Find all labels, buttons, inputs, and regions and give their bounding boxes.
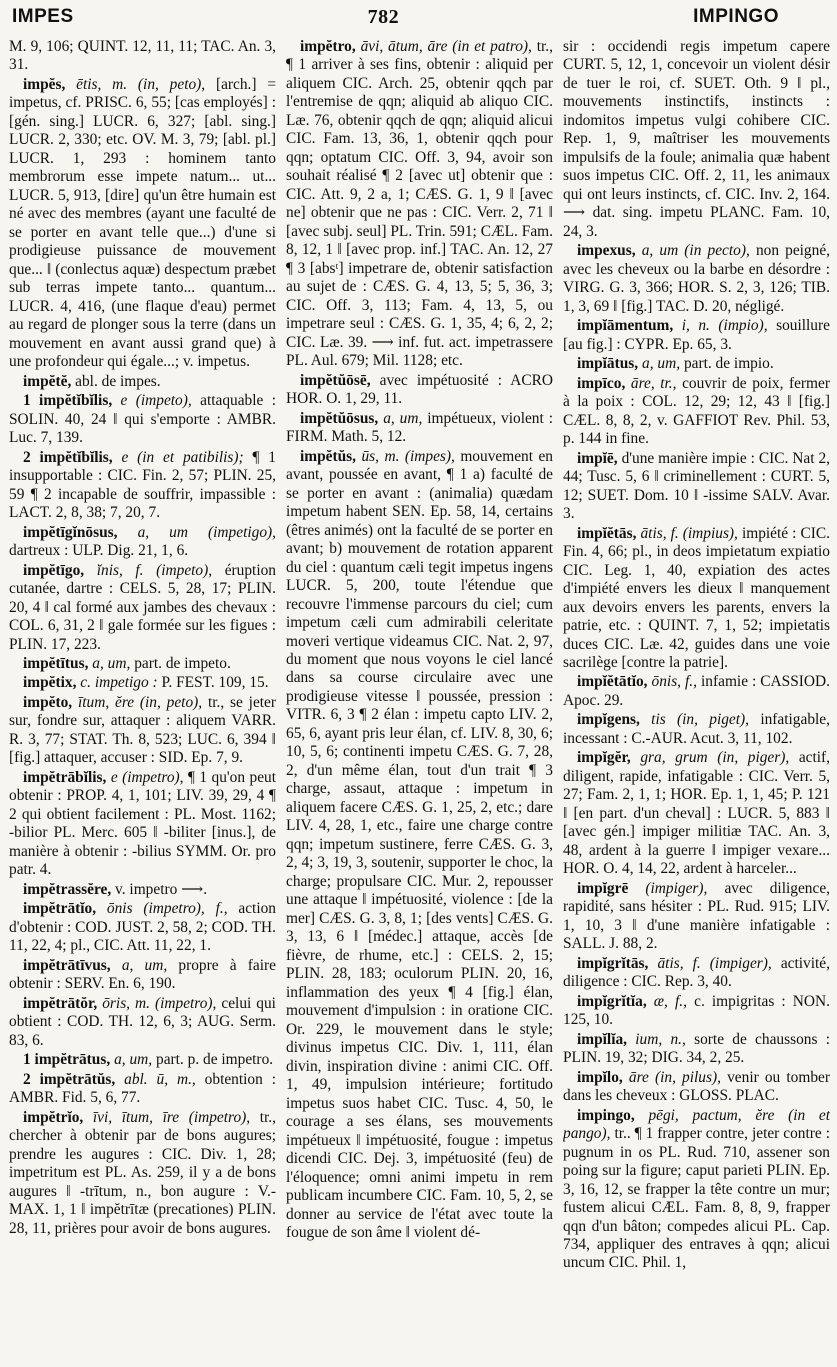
entry-definition: tr., chercher à obtenir par de bons augures; prendre les augures : CIC. Div. 1, 28; impetritum est PL. As. 259, il y a de bons augures ‖ -trītum, n., bon augure : V.-MAX. 1, 1 ‖ impĕtrītæ (precationes) PLIN. 28, 11, prières pour avoir de bons augures. (9, 1108, 276, 1237)
dictionary-entry (286, 410, 553, 447)
entry-grammar: a, um, (121, 956, 168, 974)
dictionary-entry (9, 957, 276, 994)
entry-grammar: āvi, ātum, āre (in et patro), (360, 38, 532, 55)
entry-grammar: (impiger), (645, 879, 708, 897)
entry-headword: impingo, (577, 1106, 635, 1124)
entry-headword: impĭgens, (577, 711, 640, 729)
dictionary-entry (563, 711, 830, 748)
entry-headword: impĕtīgo, (23, 561, 85, 579)
entry-definition: part. de impeto. (134, 654, 231, 672)
entry-definition: impiété : CIC. Fin. 4, 66; pl., in deos impietatum expiatio CIC. Leg. 1, 40, expiation des actes d'impiété envers les dieux ‖ manquement aux devoirs envers les parents, envers la patrie, etc. : QUINT. 7, 1, 52; impietatis duces CIC. Læ. 42, guides dans une voie sacrilège [contre la patrie]. (563, 524, 830, 671)
dictionary-entry (563, 38, 830, 241)
entry-grammar: āre (in, pilus), (628, 1068, 721, 1086)
dictionary-entry (9, 38, 276, 75)
entry-headword: impĕtrassĕre, (23, 880, 112, 898)
entry-grammar: e (impetro), (110, 768, 184, 786)
column-right (563, 38, 830, 1360)
entry-headword: impĭē, (577, 449, 618, 467)
entry-definition: d'une manière impie : CIC. Nat 2, 44; Tusc. 5, 6 ‖ criminellement : CURT. 5, 12; SUET. Dom. 10 ‖ -issime SALV. Avar. 3. (563, 449, 830, 523)
entry-headword: impĕtrĭo, (23, 1108, 84, 1126)
dictionary-entry (9, 562, 276, 654)
dictionary-entry (9, 995, 276, 1050)
entry-definition: [arch.] = impetus, cf. PRISC. 6, 55; [cas employés] : [gén. sing.] LUCR. 6, 327; [abl. sing.] LUCR. 2, 330; etc. OV. M. 3, 79; [abl. pl.] LUCR. 1, 293 : hominem tanto membrorum esse impete natum... ut... LUCR. 5, 913, [dire] qu'un être humain est né avec des membres (ayant une faculté de se porter en avant telle que...) d'une si prodigieuse puissance de mouvement que... ‖ (conlectus aquæ) despectum præbet sub terras impete tanto... quantum... LUCR. 4, 416, (une flaque d'eau) permet au regard de plonger sous la terre (dans un mouvement en avant aussi grand que) à une profondeur qui égale...; v. impetus. (9, 75, 276, 371)
entry-definition: ¶ 1 insupportable : CIC. Fin. 2, 57; PLIN. 25, 59 ¶ 2 incapable de souffrir, impassible : LACT. 2, 8, 38; 7, 20, 7. (9, 448, 276, 522)
entry-definition: propre à faire obtenir : SERV. En. 6, 190. (9, 956, 276, 993)
entry-grammar: ĭnis, f. (impeto), (96, 561, 213, 579)
entry-grammar: ium, n., (635, 1030, 686, 1048)
entry-grammar: ōris, m. (impetro), (102, 994, 217, 1012)
entry-definition: mouvement en avant, poussée en avant, ¶ 1 a) faculté de se porter en avant : (animalia) quædam impetum habent SEN. Ep. 58, 14, certains (êtres animés) ont la faculté de se porter en avant; b) mouvement de rotation apparent du ciel : quantum cæli tegit impetus ingens LUCR. 5, 200, toute l'étendue que recouvre l'immense parcours du ciel; cum impetum cæli cum admirabili celeritate moveri vertique videamus CIC. Nat. 2, 97, du moment que nous voyons le ciel lancé dans sa course circulaire avec une prodigieuse vitesse ‖ poussée, pression : VITR. 6, 3 ¶ 2 élan : impetu capto LIV. 2, 65, 6, ayant pris leur élan, cf. LIV. 8, 30, 6; 10, 5, 6; continenti impetu CÆS. G. 7, 28, 2, d'un même élan, tout d'un trait ¶ 3 charge, assaut, attaque : impetum in aliquem facere CÆS. G. 1, 25, 2, etc.; dare LIV. 4, 28, 1, etc., faire une charge contre qqn; impetum sustinere, ferre CÆS. G. 3, 2, 4; 3, 19, 3, soutenir, supporter le choc, la charge; propulsare CIC. Mur. 2, repousser une attaque ‖ impétuosité, violence : [de la mer] CÆS. G. 3, 8, 1; [des vents] CÆS. G. 3, 13, 6 ‖ [médec.] attaque, accès [de fièvre, de rhume, etc.] : CELS. 2, 15; PLIN. 28, 183; oculorum PLIN. 20, 16, inflammation des yeux ¶ 4 [fig.] élan, mouvement d'impulsion : in oratione CIC. Or. 229, le mouvement dans le style; divinus impetus CIC. Div. 1, 111, élan divin, inspiration divine : animi CIC. Off. 1, 49, impulsion intérieure; fortitudo impetus suos habet CIC. Tusc. 4, 50, le courage a ses élans, ses mouvements impétueux ‖ impétuosité, fougue : impetus dicendi CIC. Dej. 3, impétuosité (feu) de l'éloquence; omni animi impetu in rem publicam incumbere CIC. Fam. 10, 5, 2, se donner au service de l'état avec toute la fougue de son âme ‖ violent dé- (286, 447, 553, 1241)
entry-grammar: ītum, ĕre (in, peto), (77, 693, 203, 711)
dictionary-entry (563, 242, 830, 316)
dictionary-entry (9, 881, 276, 899)
dictionary-entry (9, 76, 276, 372)
entry-headword: 1 impĕtĭbĭlis, (23, 392, 113, 410)
dictionary-entry (9, 1071, 276, 1108)
entry-headword: impĕto, (23, 693, 73, 711)
entry-definition: c. impigritas : NON. 125, 10. (563, 992, 830, 1029)
entry-headword: 2 impĕtĭbĭlis, (23, 448, 113, 466)
entry-grammar: īvi, ītum, īre (impetro), (92, 1108, 251, 1126)
entry-definition: part. de impio. (683, 355, 774, 373)
dictionary-entry (563, 355, 830, 373)
entry-headword: impĕtĕ, (23, 372, 72, 390)
entry-grammar: āre, tr., (630, 374, 677, 392)
dictionary-entry (563, 317, 830, 354)
entry-headword: impĕtrātīvus, (23, 956, 111, 974)
entry-definition: sorte de chaussons : PLIN. 19, 32; DIG. 34, 2, 25. (563, 1030, 830, 1067)
entry-definition: tr., se jeter sur, fondre sur, attaquer : aliquem VARR. R. 3, 77; STAT. Th. 8, 523; LUC. 6, 394 ‖ [fig.] attaquer, accuser : SID. Ep. 7, 9. (9, 693, 276, 767)
entry-definition: tr.. ¶ 1 frapper contre, jeter contre : pugnum in os PL. Rud. 710, assener son poing sur la figure; caput parieti PLIN. Ep. 3, 16, 12, se frapper la tête contre un mur; fustem alicui CÆL. Fam. 8, 8, 9, frapper qqn d'un bâton; compedes alicui PL. Cap. 734, appliquer des entraves à qqn; alicui uncum CIC. Phil. 1, (563, 1125, 830, 1272)
entry-grammar: a, um (impetigo), (137, 523, 276, 541)
dictionary-entry (9, 769, 276, 880)
entry-grammar: a, um, (642, 355, 681, 373)
dictionary-entry (563, 673, 830, 710)
entry-grammar: a, um, (383, 409, 423, 427)
header-right-guideword: IMPINGO (693, 6, 779, 27)
dictionary-entry (563, 880, 830, 954)
entry-grammar: tis (in, piget), (651, 711, 750, 729)
entry-definition: M. 9, 106; QUINT. 12, 11, 11; TAC. An. 3, 31. (9, 38, 276, 74)
entry-definition: sir : occidendi regis impetum capere CURT. 5, 12, 1, concevoir un violent désir de tuer le roi, cf. SUET. Oth. 9 ‖ pl., mouvements instinctifs, instincts : indomitos impetus vulgi cohibere CIC. Rep. 1, 9, maîtriser les mouvements impulsifs de la foule; animalia quæ habent suos impetus CIC. Off. 2, 11, les animaux qui ont leurs instincts, cf. CIC. Inv. 2, 164. ⟶ dat. sing. impetu PLANC. Fam. 10, 24, 3. (563, 38, 830, 240)
entry-definition: v. impetro ⟶. (115, 880, 208, 898)
dictionary-entry (9, 694, 276, 768)
entry-grammar: e (impeto), (120, 392, 192, 410)
dictionary-entry (9, 524, 276, 561)
entry-headword: impĭlĭa, (577, 1030, 628, 1048)
dictionary-entry (563, 993, 830, 1030)
entry-headword: impĭāmentum, (577, 317, 674, 335)
dictionary-entry (9, 392, 276, 447)
entry-headword: impĕtīgĭnōsus, (23, 523, 118, 541)
entry-headword: impĭĕtās, (577, 524, 637, 542)
entry-definition: P. FEST. 109, 15. (161, 674, 269, 692)
entry-headword: impĕtro, (300, 38, 356, 55)
entry-grammar: a, um, (92, 654, 131, 672)
entry-headword: impĭlo, (577, 1068, 623, 1086)
entry-grammar: ātis, f. (impius), (640, 524, 738, 542)
entry-definition: ¶ 1 qu'on peut obtenir : PROP. 4, 1, 101; LIV. 39, 29, 4 ¶ 2 qui obtient facilement : PL. Most. 1162; -bilior PL. Merc. 605 ‖ -biliter [inus.], de manière à obtenir : -bilius SYMM. Or. pro patr. 4. (9, 768, 276, 879)
entry-definition: obtention : AMBR. Fid. 5, 6, 77. (9, 1070, 276, 1107)
dictionary-entry (286, 372, 553, 409)
dictionary-entry (9, 674, 276, 692)
entry-headword: impĕtrātŏr, (23, 994, 98, 1012)
entry-headword: 2 impĕtrātŭs, (23, 1070, 116, 1088)
entry-grammar: ātis, f. (impiger), (657, 954, 772, 972)
entry-definition: action d'obtenir : COD. JUST. 2, 58, 2; COD. TH. 11, 22, 4; pl., CIC. Att. 11, 22, 1. (9, 900, 276, 955)
entry-definition: éruption cutanée, dartre : CELS. 5, 28, 17; PLIN. 20, 4 ‖ cal formé aux jambes des chevaux : COL. 6, 31, 2 ‖ gale formée sur les figues : PLIN. 17, 223. (9, 561, 276, 653)
dictionary-entry (563, 1031, 830, 1068)
entry-headword: impĕtŭōsus, (300, 409, 379, 427)
entry-definition: abl. de impes. (75, 372, 161, 390)
entry-definition: souillure [au fig.] : CYPR. Ep. 65, 3. (563, 317, 830, 353)
column-middle (286, 38, 553, 1360)
entry-definition: non peigné, avec les cheveux ou la barbe en désordre : VIRG. G. 3, 366; HOR. S. 2, 3, 126; TIB. 1, 3, 69 ‖ [fig.] TAC. D. 20, négligé. (563, 242, 830, 315)
dictionary-entry (563, 375, 830, 449)
dictionary-entry (286, 448, 553, 1243)
dictionary-entry (563, 1069, 830, 1106)
dictionary-entry (9, 1051, 276, 1069)
entry-headword: impĕs, (23, 75, 66, 93)
entry-grammar: gra, grum (in, piger), (640, 749, 790, 767)
entry-definition: attaquable : SOLIN. 40, 24 ‖ qui s'emporte : AMBR. Luc. 7, 139. (9, 392, 276, 447)
entry-headword: impĕtix, (23, 674, 77, 692)
entry-headword: impĕtrābĭlis, (23, 768, 107, 786)
entry-grammar: a, um (in pecto), (641, 242, 750, 260)
dictionary-entry (9, 655, 276, 673)
entry-definition: dartreux : ULP. Dig. 21, 1, 6. (9, 542, 189, 560)
dictionary-entry (9, 373, 276, 391)
entry-headword: impexus, (577, 242, 636, 260)
entry-grammar: ētis, m. (in, peto), (76, 75, 206, 93)
entry-headword: 1 impĕtrātus, (23, 1051, 111, 1069)
text-columns (9, 38, 831, 1360)
entry-definition: celui qui obtient : COD. TH. 12, 6, 3; AUG. Serm. 83, 6. (9, 994, 276, 1049)
dictionary-entry (563, 955, 830, 992)
entry-grammar: æ, f., (653, 992, 687, 1010)
entry-grammar: ōnis (impetro), f., (106, 900, 228, 918)
entry-grammar: abl. ū, m., (124, 1070, 196, 1088)
entry-definition: avec diligence, rapidité, sans hésiter : PL. Rud. 915; LIV. 1, 10, 3 ‖ d'une manière infatigable : SALL. J. 88, 2. (563, 879, 830, 953)
entry-definition: couvrir de poix, fermer à la poix : COL. 12, 29; 12, 43 ‖ [fig.] CÆL. 8, 8, 2, v. GAFFIOT Rev. Phil. 53, p. 144 in fine. (563, 374, 830, 448)
entry-headword: impĕtŭs, (300, 447, 357, 465)
dictionary-entry (563, 525, 830, 673)
dictionary-entry (563, 1107, 830, 1273)
dictionary-entry (9, 1109, 276, 1238)
entry-headword: impĭgrĭtās, (577, 954, 649, 972)
dictionary-entry (563, 450, 830, 524)
entry-definition: tr., ¶ 1 arriver à ses fins, obtenir : aliquid per aliquem CIC. Arch. 25, obtenir qqch par l'entremise de qqn; aliquid ab aliquo CIC. Læ. 76, obtenir qqch de qqn; aliquid alicui CIC. Fam. 13, 36, 1, obtenir qqch pour qqn; optatum CIC. Off. 3, 94, avoir son souhait réalisé ¶ 2 [avec ut] obtenir que : CIC. Att. 9, 2 a, 1; CÆS. G. 1, 9 ‖ [avec ne] obtenir que ne pas : CIC. Verr. 2, 71 ‖ [avec subj. seul] PL. Trin. 591; CÆL. Fam. 8, 12, 1 ‖ [avec prop. inf.] TAC. An. 12, 27 ¶ 3 [absᵗ] impetrare de, obtenir satisfaction au sujet de : CÆS. G. 4, 13, 5; 5, 36, 3; CIC. Off. 3, 113; Fam. 4, 13, 5, ou impetrare seul : CÆS. G. 1, 35, 4; 6, 2, 2; CIC. Læ. 39. ⟶ inf. fut. act. impetrassere PL. Aul. 679; Mil. 1128; etc. (286, 38, 553, 370)
entry-grammar: i, n. (impio), (681, 317, 768, 335)
entry-headword: impĕtrātĭo, (23, 900, 97, 918)
entry-headword: impĭātus, (577, 355, 639, 373)
entry-definition: avec impétuosité : ACRO HOR. O. 1, 29, 11. (286, 371, 553, 408)
entry-grammar: pēgi, pactum, ĕre (in et pango), (563, 1106, 830, 1143)
entry-headword: impĕtŭōsē, (300, 371, 371, 389)
entry-definition: impétueux, violent : FIRM. Math. 5, 12. (286, 409, 553, 446)
entry-headword: impĕtītus, (23, 654, 89, 672)
entry-headword: impĭĕtātĭo, (577, 673, 648, 691)
column-left (9, 38, 276, 1360)
dictionary-entry (9, 449, 276, 523)
entry-grammar: c. impetigo : (80, 674, 158, 692)
entry-definition: part. p. de impetro. (156, 1051, 274, 1069)
entry-definition: infatigable, incessant : C.-AUR. Acut. 3, 11, 102. (563, 711, 830, 747)
entry-headword: impĭgĕr, (577, 749, 631, 767)
entry-definition: activité, diligence : CIC. Rep. 3, 40. (563, 954, 830, 991)
entry-definition: venir ou tomber dans les cheveux : GLOSS. PLAC. (563, 1068, 830, 1105)
header-left-guideword: IMPES (12, 6, 74, 27)
entry-grammar: ūs, m. (impes), (361, 447, 455, 465)
entry-grammar: e (in et patibilis); (121, 448, 244, 466)
entry-grammar: a, um, (114, 1051, 153, 1069)
entry-definition: infamie : CASSIOD. Apoc. 29. (563, 673, 830, 709)
page-number: 782 (367, 5, 400, 28)
dictionary-entry (563, 749, 830, 878)
entry-headword: impĭgrĭtĭa, (577, 992, 647, 1010)
entry-definition: actif, diligent, rapide, infatigable : CIC. Verr. 5, 27; Fam. 2, 1, 1; HOR. Ep. 1, 1, 45; P. 121 ‖ [en part. d'un cheval] : LUCR. 5, 883 ‖ [avec gén.] impiger militiæ TAC. An. 3, 48, ardent à la guerre ‖ impiger vexare... HOR. O. 4, 14, 22, ardent à harceler... (563, 749, 830, 878)
entry-headword: impīco, (577, 374, 626, 392)
dictionary-entry (286, 38, 553, 371)
running-header (0, 0, 837, 34)
dictionary-entry (9, 900, 276, 955)
entry-grammar: ōnis, f., (651, 673, 698, 691)
entry-headword: impĭgrē (577, 879, 629, 897)
